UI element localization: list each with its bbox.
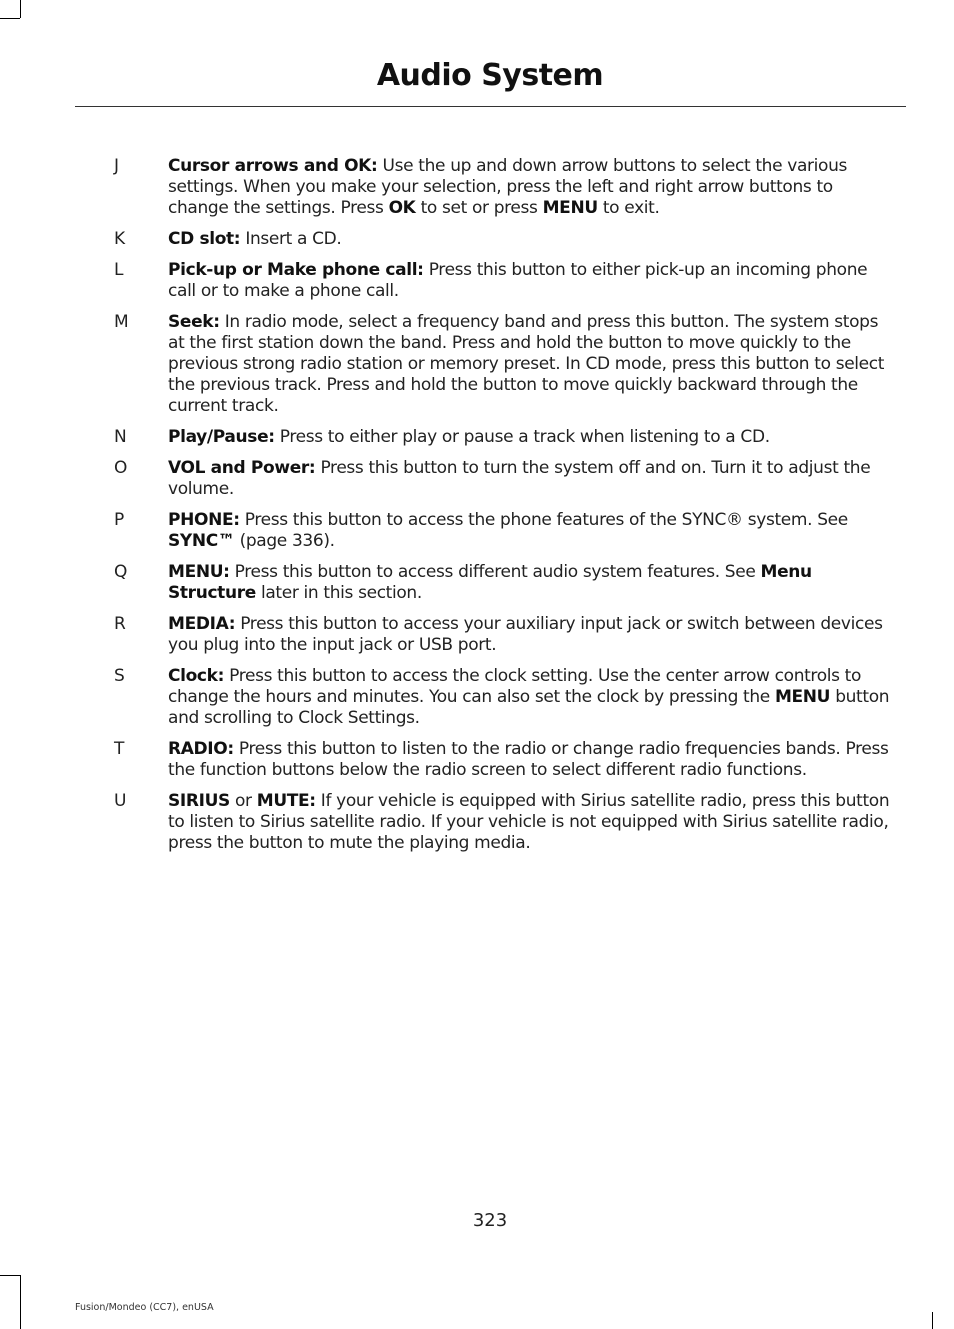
- list-item: [0, 614, 954, 656]
- crop-mark: [20, 1275, 21, 1329]
- list-item: [0, 312, 954, 417]
- list-item: [0, 260, 954, 302]
- item-letter: P: [114, 510, 125, 530]
- crop-mark: [0, 1275, 20, 1276]
- item-letter: T: [114, 739, 125, 759]
- item-description: [168, 562, 896, 604]
- bold-term: Clock:: [168, 666, 225, 686]
- crop-mark: [0, 18, 20, 19]
- crop-mark: [20, 0, 21, 18]
- bold-term: Play/Pause:: [168, 427, 275, 447]
- page-number: 323: [472, 1210, 508, 1231]
- bold-term: MENU:: [168, 562, 230, 582]
- list-item: [0, 791, 954, 854]
- item-letter: M: [114, 312, 129, 332]
- item-letter: J: [114, 156, 120, 176]
- bold-term: MENU: [774, 687, 831, 707]
- list-item: [0, 510, 954, 552]
- list-item: [0, 666, 954, 729]
- bold-term: RADIO:: [168, 739, 234, 759]
- description-text: Press this button to access different audio system features. See: [229, 562, 761, 582]
- description-text: Press this button to either pick-up an incoming phone call or to make a phone call.: [168, 260, 868, 301]
- description-text: Press this button to access the clock setting. Use the center arrow controls to change the hours and minutes. You can also set the clock by pressing the: [168, 666, 862, 707]
- item-description: [168, 458, 896, 500]
- item-description: [168, 312, 896, 417]
- page-title: Audio System: [376, 58, 604, 93]
- crop-mark: [932, 1312, 933, 1329]
- item-description: [168, 739, 896, 781]
- description-text: Press to either play or pause a track when listening to a CD.: [274, 427, 770, 447]
- description-text: Press this button to access the phone features of the SYNC® system. See: [239, 510, 848, 530]
- description-text: later in this section.: [255, 583, 422, 603]
- control-list: [0, 156, 954, 864]
- list-item: [0, 427, 954, 448]
- footer-note: Fusion/Mondeo (CC7), enUSA: [75, 1302, 214, 1313]
- item-letter: U: [114, 791, 127, 811]
- item-description: [168, 427, 896, 448]
- bold-term: CD slot:: [168, 229, 241, 249]
- description-text: Use the up and down arrow buttons to select the various settings. When you make your selection, press the left and right arrow buttons to change the settings. Press: [168, 156, 848, 218]
- bold-term: Pick-up or Make phone call:: [168, 260, 424, 280]
- item-letter: R: [114, 614, 126, 634]
- bold-term: MEDIA:: [168, 614, 236, 634]
- bold-term: MENU: [542, 198, 598, 218]
- description-text: If your vehicle is equipped with Sirius satellite radio, press this button to listen to Sirius satellite radio. If your vehicle is not equipped with Sirius satellite radio, press the button to mute the playing media.: [168, 791, 890, 853]
- item-description: [168, 666, 896, 729]
- list-item: [0, 458, 954, 500]
- description-text: to exit.: [597, 198, 660, 218]
- bold-term: VOL and Power:: [168, 458, 316, 478]
- item-description: [168, 229, 896, 250]
- bold-term: MUTE:: [256, 791, 316, 811]
- item-letter: K: [114, 229, 126, 249]
- item-description: [168, 614, 896, 656]
- description-text: (page 336).: [234, 531, 335, 551]
- list-item: [0, 229, 954, 250]
- bold-term: Menu Structure: [168, 562, 812, 603]
- list-item: [0, 562, 954, 604]
- bold-term: OK: [388, 198, 416, 218]
- item-description: [168, 791, 896, 854]
- bold-term: Seek:: [168, 312, 220, 332]
- description-text: button and scrolling to Clock Settings.: [168, 687, 890, 728]
- description-text: Insert a CD.: [240, 229, 342, 249]
- description-text: Press this button to access your auxiliary input jack or switch between devices you plug into the input jack or USB port.: [168, 614, 883, 655]
- bold-term: SIRIUS: [168, 791, 230, 811]
- item-description: [168, 260, 896, 302]
- list-item: [0, 156, 954, 219]
- bold-term: SYNC™: [168, 531, 235, 551]
- item-description: [168, 156, 896, 219]
- item-letter: O: [114, 458, 128, 478]
- description-text: or: [229, 791, 257, 811]
- description-text: Press this button to listen to the radio or change radio frequencies bands. Press the function buttons below the radio screen to select different radio functions.: [168, 739, 889, 780]
- item-description: [168, 510, 896, 552]
- item-letter: S: [114, 666, 125, 686]
- description-text: Press this button to turn the system off and on. Turn it to adjust the volume.: [168, 458, 871, 499]
- bold-term: Cursor arrows and OK:: [168, 156, 378, 176]
- bold-term: PHONE:: [168, 510, 240, 530]
- description-text: In radio mode, select a frequency band and press this button. The system stops at the first station down the band. Press and hold the button to move quickly to the previous strong radio station or memory preset. In CD mode, press this button to select the previous track. Press and hold the button to move quickly backward through the current track.: [168, 312, 885, 416]
- description-text: to set or press: [415, 198, 543, 218]
- item-letter: N: [114, 427, 127, 447]
- title-divider: [75, 106, 906, 107]
- item-letter: Q: [114, 562, 128, 582]
- item-letter: L: [114, 260, 124, 280]
- list-item: [0, 739, 954, 781]
